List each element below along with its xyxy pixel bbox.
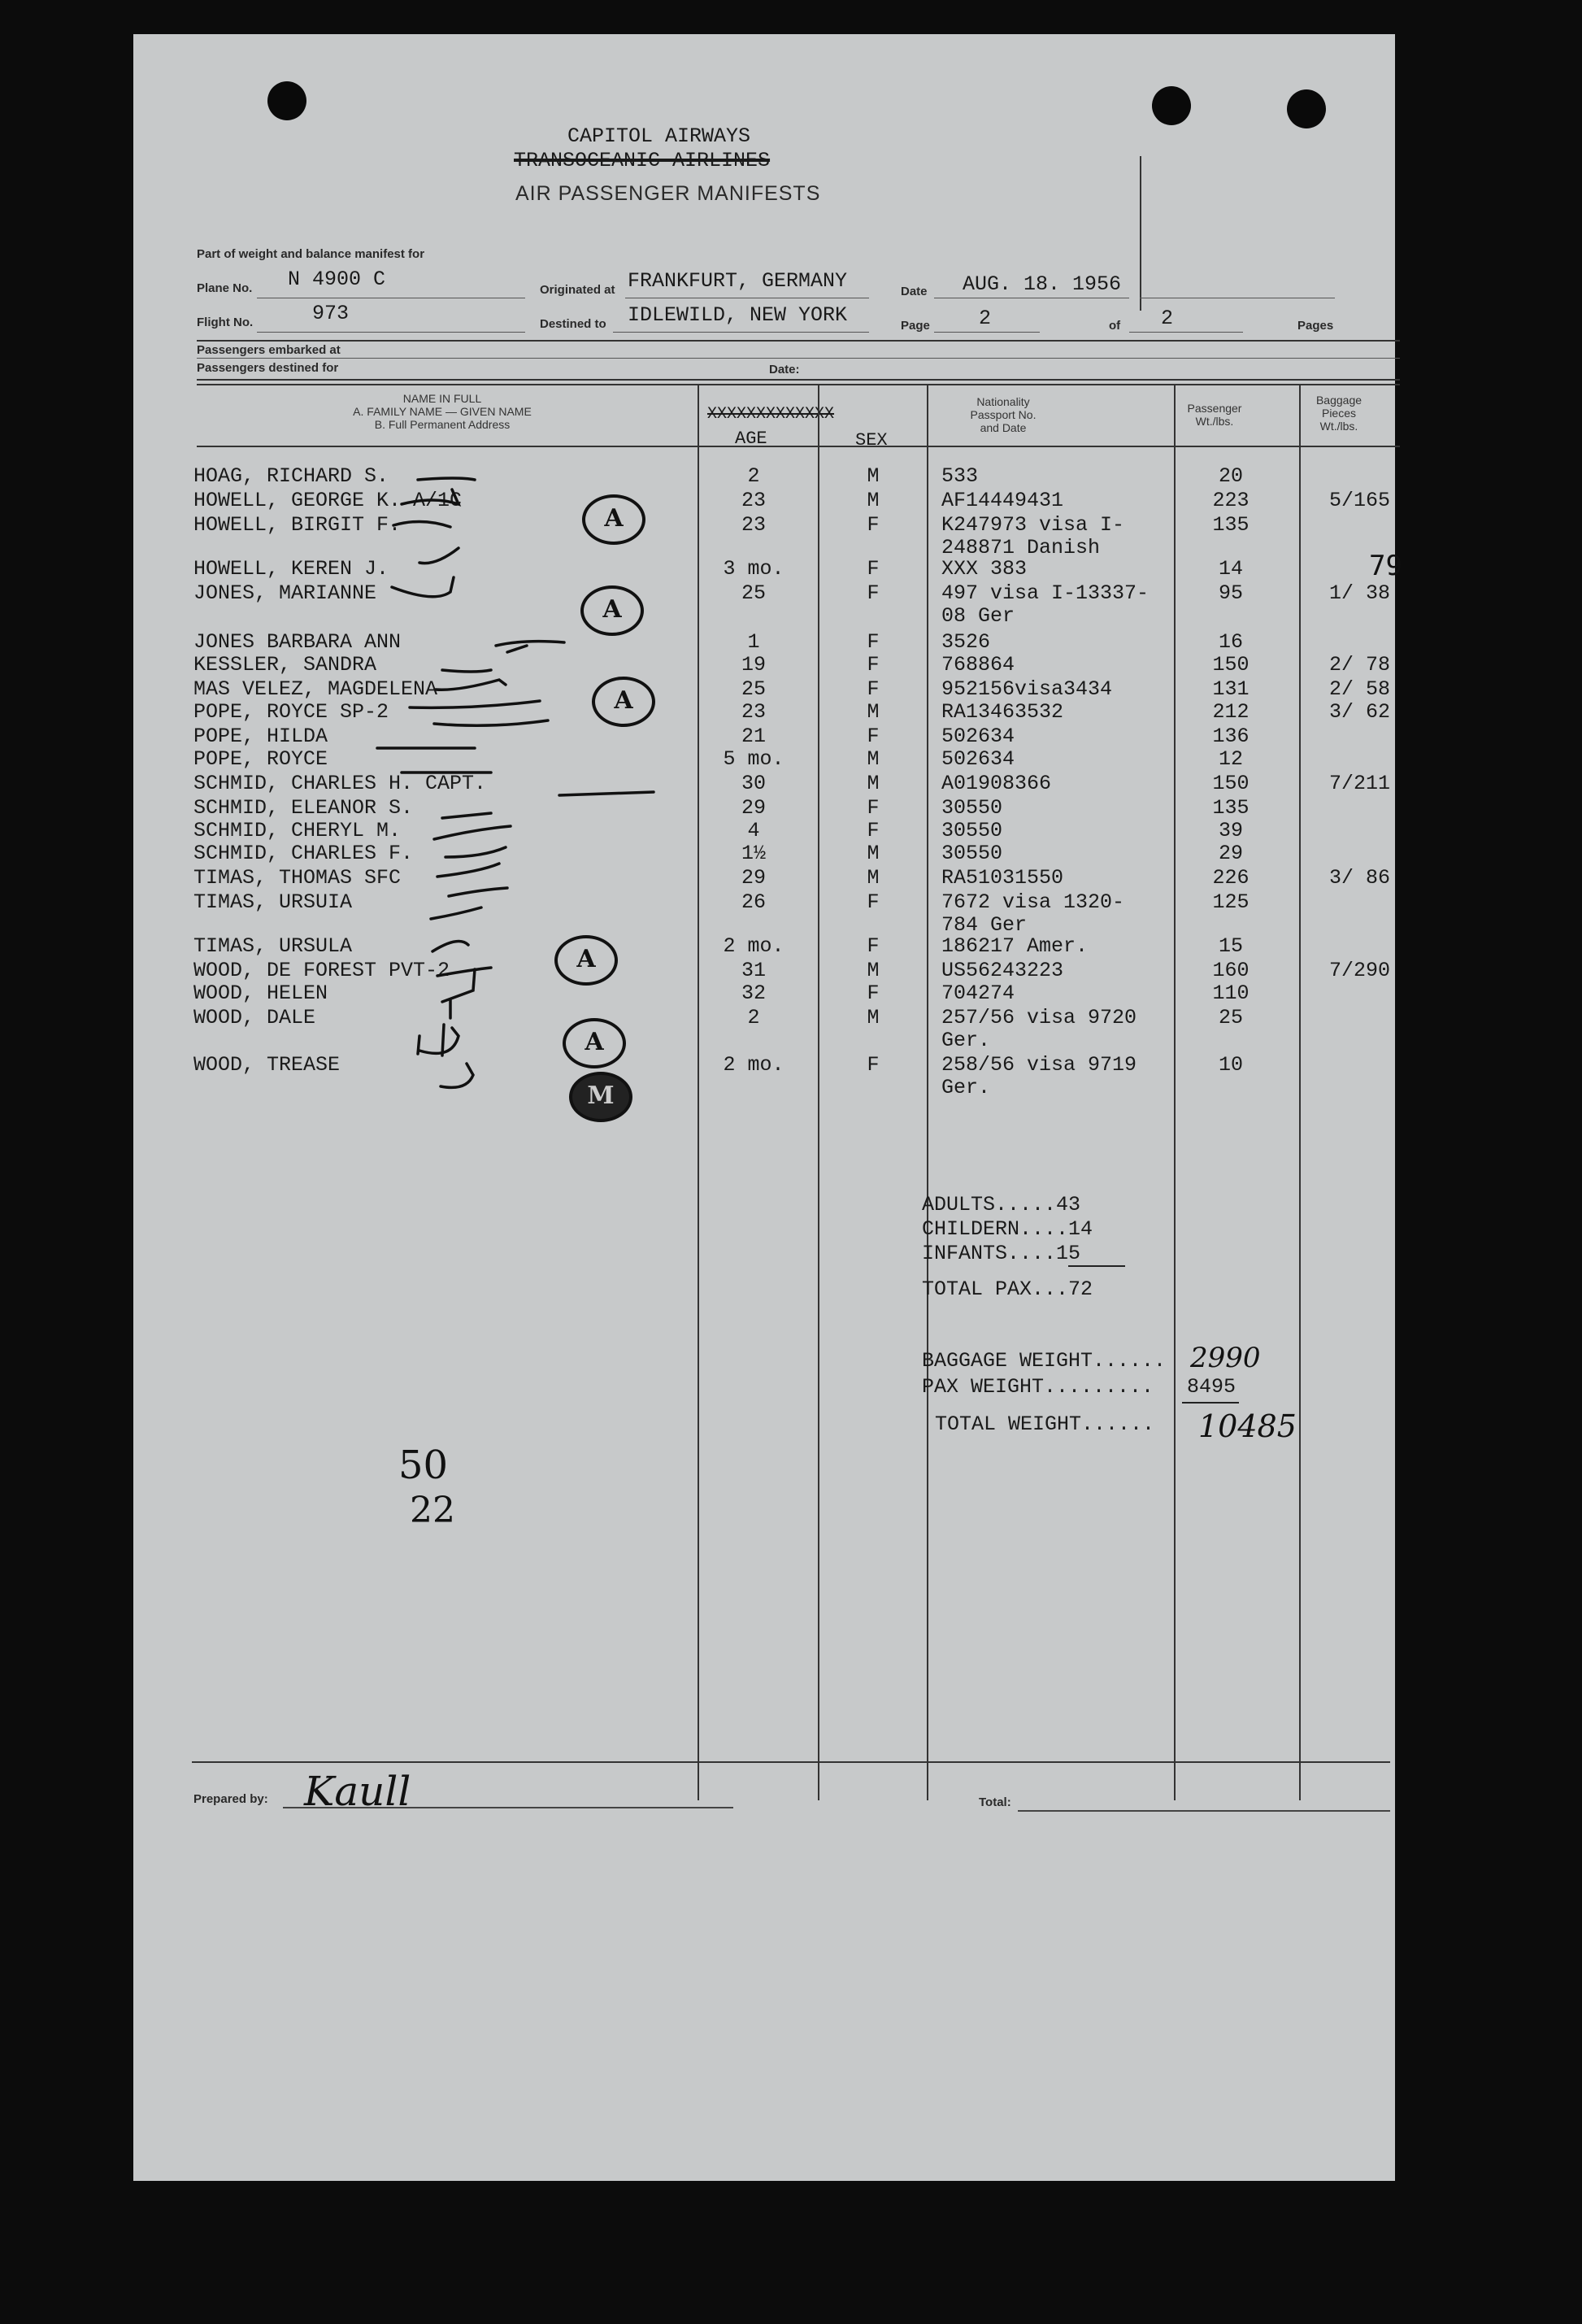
passenger-sex: F xyxy=(867,796,880,820)
passenger-sex: M xyxy=(867,866,880,890)
of-value: 2 xyxy=(1161,307,1174,330)
passenger-baggage: 7/211 xyxy=(1328,772,1390,795)
pax-weight-label: PAX WEIGHT......... xyxy=(922,1375,1154,1399)
passenger-weight: 16 xyxy=(1218,630,1243,654)
circled-a-annotation: A xyxy=(582,494,645,545)
passenger-weight: 160 xyxy=(1212,959,1250,982)
passenger-sex: M xyxy=(867,959,880,982)
name-column-header: NAME IN FULL A. FAMILY NAME — GIVEN NAME B. Full Permanent Address xyxy=(353,392,532,431)
passenger-weight: 29 xyxy=(1218,842,1243,865)
plane-no-value: N 4900 C xyxy=(288,268,386,291)
passenger-age: 21 xyxy=(741,725,766,748)
total-pax: TOTAL PAX...72 xyxy=(922,1277,1093,1301)
passenger-sex: F xyxy=(867,513,880,537)
total-label: Total: xyxy=(979,1795,1011,1809)
destined-for-label: Passengers destined for xyxy=(197,361,339,375)
passenger-age: 26 xyxy=(741,890,766,914)
passenger-sex: M xyxy=(867,700,880,724)
weight-column-header: Passenger Wt./lbs. xyxy=(1187,402,1242,428)
passenger-passport: 502634 xyxy=(941,725,1015,748)
passenger-name: KESSLER, SANDRA xyxy=(193,653,377,677)
passenger-weight: 135 xyxy=(1212,796,1250,820)
infants-count: INFANTS....15 xyxy=(922,1242,1081,1265)
margin-note: 50 xyxy=(398,1443,449,1488)
originated-label: Originated at xyxy=(540,283,615,297)
passenger-name: TIMAS, URSULA xyxy=(193,934,353,958)
page-label: Page xyxy=(901,319,930,333)
document-title: AIR PASSENGER MANIFESTS xyxy=(515,182,821,205)
passenger-name: WOOD, HELEN xyxy=(193,981,328,1005)
passenger-passport: US56243223 xyxy=(941,959,1064,982)
passenger-passport: K247973 visa I- xyxy=(941,513,1125,537)
passenger-sex: F xyxy=(867,677,880,701)
passenger-age: 30 xyxy=(741,772,766,795)
passenger-sex: M xyxy=(867,772,880,795)
nationality-column-header: Nationality Passport No. and Date xyxy=(970,395,1037,434)
passenger-passport: 704274 xyxy=(941,981,1015,1005)
passenger-passport-cont: Ger. xyxy=(941,1076,991,1099)
passenger-age: 2 mo. xyxy=(723,1053,784,1077)
passenger-name: HOAG, RICHARD S. xyxy=(193,464,389,488)
passenger-sex: F xyxy=(867,890,880,914)
passenger-sex: M xyxy=(867,747,880,771)
passenger-weight: 150 xyxy=(1212,772,1250,795)
passenger-name: WOOD, DALE xyxy=(193,1006,316,1029)
circled-a-annotation: A xyxy=(554,935,618,986)
passenger-sex: F xyxy=(867,581,880,605)
passenger-passport-cont: 248871 Danish xyxy=(941,536,1101,559)
passenger-name: TIMAS, THOMAS SFC xyxy=(193,866,402,890)
passenger-weight: 10 xyxy=(1218,1053,1243,1077)
page-count-note: 79 xyxy=(1369,550,1402,582)
flight-no-label: Flight No. xyxy=(197,316,254,329)
passenger-name: WOOD, DE FOREST PVT-2 xyxy=(193,959,450,982)
passenger-passport: 30550 xyxy=(941,796,1003,820)
passenger-passport: 257/56 visa 9720 xyxy=(941,1006,1137,1029)
company-name: CAPITOL AIRWAYS xyxy=(567,124,751,148)
passenger-weight: 12 xyxy=(1218,747,1243,771)
passenger-passport: RA13463532 xyxy=(941,700,1064,724)
total-weight-value: 10485 xyxy=(1198,1408,1297,1444)
passenger-name: HOWELL, GEORGE K. A/1C xyxy=(193,489,463,512)
passenger-sex: F xyxy=(867,819,880,842)
passenger-passport: RA51031550 xyxy=(941,866,1064,890)
passenger-passport: 30550 xyxy=(941,819,1003,842)
passenger-passport: XXX 383 xyxy=(941,557,1028,581)
passenger-sex: F xyxy=(867,653,880,677)
passenger-name: SCHMID, CHARLES F. xyxy=(193,842,414,865)
passenger-name: SCHMID, CHARLES H. CAPT. xyxy=(193,772,487,795)
plane-no-label: Plane No. xyxy=(197,281,253,295)
passenger-sex: M xyxy=(867,489,880,512)
passenger-age: 25 xyxy=(741,581,766,605)
struck-column-header: XXXXXXXXXXXXX xyxy=(707,405,835,424)
passenger-age: 2 xyxy=(747,1006,760,1029)
passenger-weight: 125 xyxy=(1212,890,1250,914)
passenger-passport: 7672 visa 1320- xyxy=(941,890,1125,914)
passenger-sex: M xyxy=(867,464,880,488)
passenger-sex: M xyxy=(867,1006,880,1029)
passenger-sex: F xyxy=(867,557,880,581)
passenger-name: SCHMID, ELEANOR S. xyxy=(193,796,414,820)
passenger-passport: 768864 xyxy=(941,653,1015,677)
passenger-passport: 3526 xyxy=(941,630,991,654)
circled-a-annotation: A xyxy=(580,585,644,636)
circled-m-annotation: M xyxy=(569,1072,632,1122)
passenger-weight: 25 xyxy=(1218,1006,1243,1029)
passenger-passport: AF14449431 xyxy=(941,489,1064,512)
passenger-baggage: 3/ 62 xyxy=(1328,700,1390,724)
destined-label: Destined to xyxy=(540,317,606,331)
passenger-weight: 212 xyxy=(1212,700,1250,724)
passenger-weight: 226 xyxy=(1212,866,1250,890)
passenger-age: 2 mo. xyxy=(723,934,784,958)
circled-a-annotation: A xyxy=(563,1018,626,1068)
passenger-name: SCHMID, CHERYL M. xyxy=(193,819,402,842)
passenger-age: 1½ xyxy=(741,842,766,865)
passenger-age: 4 xyxy=(747,819,760,842)
circled-a-annotation: A xyxy=(592,677,655,727)
passenger-passport: 497 visa I-13337- xyxy=(941,581,1150,605)
baggage-weight-label: BAGGAGE WEIGHT...... xyxy=(922,1349,1167,1373)
passenger-passport: A01908366 xyxy=(941,772,1052,795)
passenger-passport: 186217 Amer. xyxy=(941,934,1089,958)
manifest-sheet xyxy=(133,34,1402,2181)
passenger-sex: F xyxy=(867,981,880,1005)
passenger-sex: F xyxy=(867,934,880,958)
passenger-age: 29 xyxy=(741,866,766,890)
passenger-sex: F xyxy=(867,1053,880,1077)
passenger-passport: 258/56 visa 9719 xyxy=(941,1053,1137,1077)
date-label-2: Date: xyxy=(769,363,800,376)
passenger-baggage: 3/ 86 xyxy=(1328,866,1390,890)
margin-note: 22 xyxy=(410,1490,455,1531)
passenger-age: 23 xyxy=(741,700,766,724)
embarked-label: Passengers embarked at xyxy=(197,343,341,357)
passenger-passport: 533 xyxy=(941,464,979,488)
passenger-age: 29 xyxy=(741,796,766,820)
passenger-age: 5 mo. xyxy=(723,747,784,771)
passenger-baggage: 2/ 58 xyxy=(1328,677,1390,701)
pax-weight-value: 8495 xyxy=(1187,1375,1236,1399)
passenger-weight: 135 xyxy=(1212,513,1250,537)
passenger-name: HOWELL, KEREN J. xyxy=(193,557,389,581)
passenger-weight: 14 xyxy=(1218,557,1243,581)
passenger-baggage: 2/ 78 xyxy=(1328,653,1390,677)
passenger-name: MAS VELEZ, MAGDELENA xyxy=(193,677,438,701)
total-weight-label: TOTAL WEIGHT...... xyxy=(935,1412,1155,1436)
passenger-age: 2 xyxy=(747,464,760,488)
passenger-weight: 95 xyxy=(1218,581,1243,605)
struck-company: TRANSOCEANIC AIRLINES xyxy=(514,149,771,172)
passenger-age: 23 xyxy=(741,489,766,512)
date-value: AUG. 18. 1956 xyxy=(963,272,1122,296)
passenger-name: HOWELL, BIRGIT F. xyxy=(193,513,402,537)
originated-value: FRANKFURT, GERMANY xyxy=(628,269,848,293)
passenger-baggage: 1/ 38 xyxy=(1328,581,1390,605)
prepared-by-label: Prepared by: xyxy=(193,1792,268,1806)
passenger-weight: 39 xyxy=(1218,819,1243,842)
passenger-weight: 20 xyxy=(1218,464,1243,488)
part-of-label: Part of weight and balance manifest for xyxy=(197,247,425,261)
passenger-age: 32 xyxy=(741,981,766,1005)
passenger-passport-cont: Ger. xyxy=(941,1029,991,1052)
passenger-age: 23 xyxy=(741,513,766,537)
passenger-name: TIMAS, URSUIA xyxy=(193,890,353,914)
passenger-age: 3 mo. xyxy=(723,557,784,581)
passenger-age: 1 xyxy=(747,630,760,654)
age-column-header: AGE xyxy=(735,429,767,449)
preparer-signature: Kaull xyxy=(304,1768,411,1815)
baggage-column-header: Baggage Pieces Wt./lbs. xyxy=(1315,394,1363,433)
passenger-passport: 30550 xyxy=(941,842,1003,865)
passenger-sex: M xyxy=(867,842,880,865)
passenger-age: 25 xyxy=(741,677,766,701)
passenger-passport: 502634 xyxy=(941,747,1015,771)
page-value: 2 xyxy=(979,307,992,330)
passenger-age: 19 xyxy=(741,653,766,677)
passenger-passport: 952156visa3434 xyxy=(941,677,1113,701)
passenger-name: POPE, ROYCE xyxy=(193,747,328,771)
passenger-passport-cont: 784 Ger xyxy=(941,913,1028,937)
flight-no-value: 973 xyxy=(312,302,350,325)
passenger-baggage: 7/290 xyxy=(1328,959,1390,982)
passenger-passport-cont: 08 Ger xyxy=(941,604,1015,628)
passenger-weight: 110 xyxy=(1212,981,1250,1005)
passenger-age: 31 xyxy=(741,959,766,982)
passenger-weight: 150 xyxy=(1212,653,1250,677)
date-label: Date xyxy=(901,285,928,298)
check-marks xyxy=(133,34,1395,2181)
sex-column-header: SEX xyxy=(855,430,888,450)
baggage-weight-value: 2990 xyxy=(1190,1342,1261,1374)
passenger-weight: 136 xyxy=(1212,725,1250,748)
passenger-name: POPE, HILDA xyxy=(193,725,328,748)
passenger-baggage: 5/165 xyxy=(1328,489,1390,512)
passenger-name: WOOD, TREASE xyxy=(193,1053,341,1077)
passenger-weight: 131 xyxy=(1212,677,1250,701)
passenger-name: JONES, MARIANNE xyxy=(193,581,377,605)
passenger-name: JONES BARBARA ANN xyxy=(193,630,402,654)
passenger-name: POPE, ROYCE SP-2 xyxy=(193,700,389,724)
of-label: of xyxy=(1109,319,1121,333)
passenger-sex: F xyxy=(867,725,880,748)
pages-label: Pages xyxy=(1297,319,1334,333)
passenger-sex: F xyxy=(867,630,880,654)
adults-count: ADULTS.....43 xyxy=(922,1193,1081,1216)
passenger-weight: 15 xyxy=(1218,934,1243,958)
destined-value: IDLEWILD, NEW YORK xyxy=(628,303,848,327)
children-count: CHILDERN....14 xyxy=(922,1217,1093,1241)
passenger-weight: 223 xyxy=(1212,489,1250,512)
